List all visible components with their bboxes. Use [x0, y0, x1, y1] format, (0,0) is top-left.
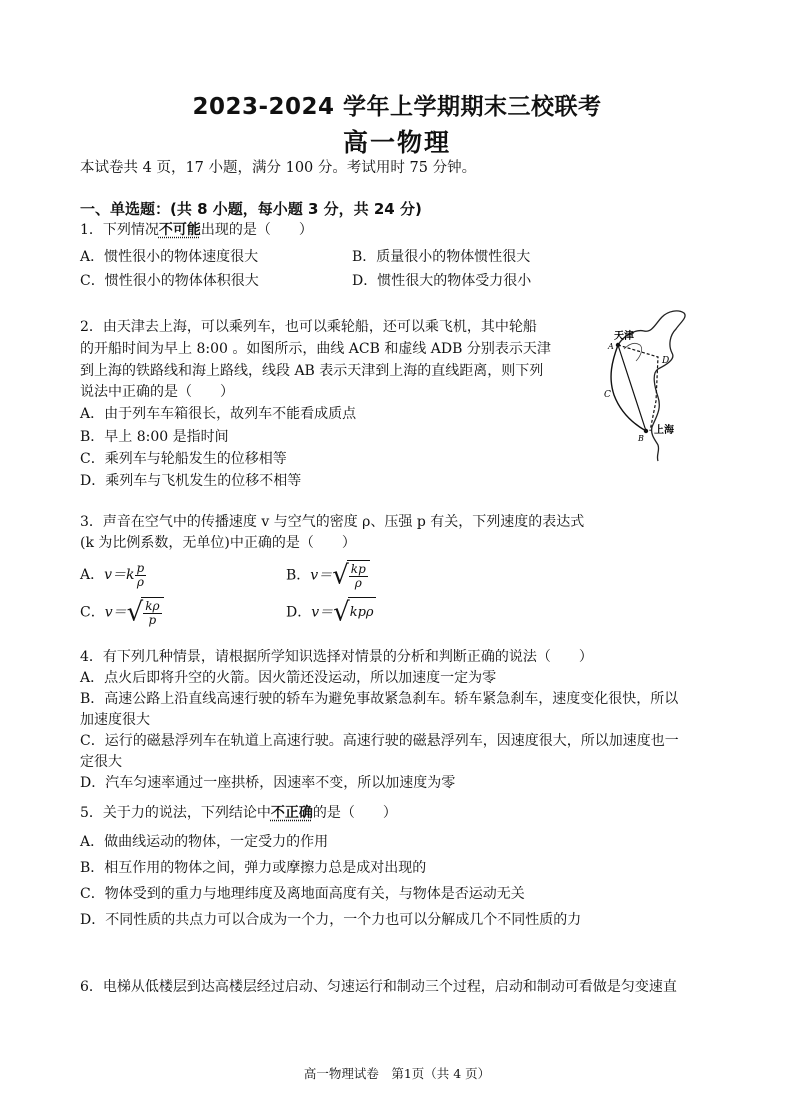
- radical-sign-icon: √: [333, 597, 350, 628]
- q4-stem: 4．有下列几种情景，请根据所学知识选择对情景的分析和判断正确的说法（ ）: [80, 649, 593, 665]
- q2-option-b: B．早上 8:00 是指时间: [80, 429, 229, 445]
- q5-option-d: D．不同性质的共点力可以合成为一个力，一个力也可以分解成几个不同性质的力: [80, 912, 582, 928]
- q5-stem: [80, 804, 397, 822]
- q3-option-b-numerator: kp: [350, 561, 366, 576]
- q3-option-c-numerator: kρ: [145, 598, 160, 613]
- q5-option-c: C．物体受到的重力与地理纬度及离地面高度有关，与物体是否运动无关: [80, 886, 525, 902]
- q6-stem-line1: 6．电梯从低楼层到达高楼层经过启动、匀速运行和制动三个过程，启动和制动可看做是匀变速直: [80, 979, 677, 995]
- q2-stem-line2: 的开船时间为早上 8:00 。如图所示，曲线 ACB 和虚线 ADB 分别表示天津: [80, 341, 551, 357]
- q3-option-c-denominator: p: [148, 612, 157, 627]
- point-b: [644, 429, 648, 433]
- q2-option-d: D．乘列车与飞机发生的位移不相等: [80, 473, 302, 489]
- page-footer: 高一物理试卷 第1页（共 4 页）: [303, 1066, 491, 1081]
- q5-stem-post: 的是（ ）: [312, 805, 397, 821]
- sea-route-adb: [618, 345, 658, 431]
- q3-option-a-fraction: [135, 562, 147, 589]
- q1-stem-emphasis: 不可能: [158, 222, 201, 238]
- q3-option-d: [286, 597, 376, 628]
- map-label-c: C: [604, 390, 611, 400]
- q3-option-a-denominator: ρ: [136, 574, 144, 589]
- q4-option-a: A．点火后即将升空的火箭。因火箭还没运动，所以加速度一定为零: [80, 670, 497, 686]
- q1-option-b: B．质量很小的物体惯性很大: [352, 249, 531, 265]
- map-label-a: A: [608, 342, 614, 351]
- q1-option-d: D．惯性很大的物体受力很小: [352, 273, 532, 289]
- q5-option-a: A．做曲线运动的物体，一定受力的作用: [80, 834, 329, 850]
- q3-option-d-lhs: v＝: [311, 604, 334, 621]
- q3-option-a-numerator: p: [136, 560, 145, 575]
- q1-stem: [80, 221, 313, 239]
- q3-option-b-denominator: ρ: [354, 575, 362, 590]
- q3-option-a-label: A．: [80, 567, 105, 583]
- q5-stem-pre: 5．关于力的说法，下列结论中: [80, 805, 271, 821]
- q1-stem-post: 出现的是（ ）: [200, 222, 313, 238]
- map-label-b: B: [638, 434, 644, 443]
- radical-sign-icon: √: [126, 597, 144, 628]
- point-a: [616, 343, 620, 347]
- railway-route-acb: [611, 345, 646, 431]
- q3-option-b-label: B．: [286, 567, 311, 584]
- exam-subject: 高一物理: [342, 128, 451, 157]
- q3-stem-line2: (k 为比例系数，无单位)中正确的是（ ）: [80, 535, 356, 551]
- q4-option-c-line2: 定很大: [80, 754, 122, 770]
- q1-stem-pre: 1．下列情况: [80, 222, 159, 238]
- q3-option-a: [80, 560, 146, 590]
- exam-title: 2023-2024 学年上学期期末三校联考: [192, 94, 602, 120]
- q2-stem-line3: 到上海的铁路线和海上路线，线段 AB 表示天津到上海的直线距离，则下列: [80, 363, 544, 379]
- q4-option-c-line1: C．运行的磁悬浮列车在轨道上高速行驶。高速行驶的磁悬浮列车，因速度很大，所以加速度也一: [80, 733, 679, 749]
- q3-option-d-label: D．: [286, 604, 312, 621]
- map-label-tianjin: 天津: [614, 331, 634, 342]
- q1-option-c: C．惯性很小的物体体积很大: [80, 273, 259, 289]
- q3-option-c-label: C．: [80, 604, 105, 621]
- q5-stem-emphasis: 不正确: [270, 805, 313, 821]
- q2-option-c: C．乘列车与轮船发生的位移相等: [80, 451, 287, 467]
- q3-option-b-fraction: [349, 563, 368, 590]
- q3-option-b: [286, 560, 370, 591]
- q3-option-c-lhs: v＝: [104, 604, 127, 621]
- q3-option-b-lhs: v＝: [310, 567, 333, 584]
- q3-option-b-sqrt: [332, 560, 370, 591]
- straight-line-ab: [618, 345, 646, 431]
- radical-sign-icon: √: [332, 560, 349, 591]
- q3-option-c: [80, 597, 164, 628]
- section-heading-single-choice: 一、单选题：(共 8 小题，每小题 3 分，共 24 分): [80, 200, 422, 218]
- q2-option-a: A．由于列车车箱很长，故列车不能看成质点: [80, 406, 357, 422]
- q2-stem-line4: 说法中正确的是（ ）: [80, 384, 234, 400]
- q4-option-b-line1: B．高速公路上沿直线高速行驶的轿车为避免事故紧急刹车。轿车紧急刹车，速度变化很快，所以: [80, 691, 679, 707]
- map-label-shanghai: 上海: [654, 425, 674, 436]
- q1-option-a: A．惯性很小的物体速度很大: [80, 249, 259, 265]
- q3-option-d-radicand: kpρ: [348, 597, 376, 628]
- q3-option-d-sqrt: [333, 597, 375, 628]
- q3-option-c-sqrt: [127, 597, 164, 628]
- route-map-figure: [596, 305, 714, 463]
- q4-option-d: D．汽车匀速率通过一座拱桥，因速率不变，所以加速度为零: [80, 775, 456, 791]
- q3-option-c-fraction: [143, 600, 161, 627]
- map-label-d: D: [662, 356, 670, 366]
- q4-option-b-line2: 加速度很大: [80, 712, 150, 728]
- exam-intro: 本试卷共 4 页，17 小题，满分 100 分。考试用时 75 分钟。: [80, 160, 477, 176]
- q3-option-a-lhs: v＝k: [104, 567, 135, 583]
- coast-inner: [624, 343, 642, 361]
- q5-option-b: B．相互作用的物体之间，弹力或摩擦力总是成对出现的: [80, 860, 427, 876]
- q3-stem-line1: 3．声音在空气中的传播速度 v 与空气的密度 ρ、压强 p 有关，下列速度的表达式: [80, 514, 585, 530]
- q2-stem-line1: 2．由天津去上海，可以乘列车，也可以乘轮船，还可以乘飞机，其中轮船: [80, 319, 537, 335]
